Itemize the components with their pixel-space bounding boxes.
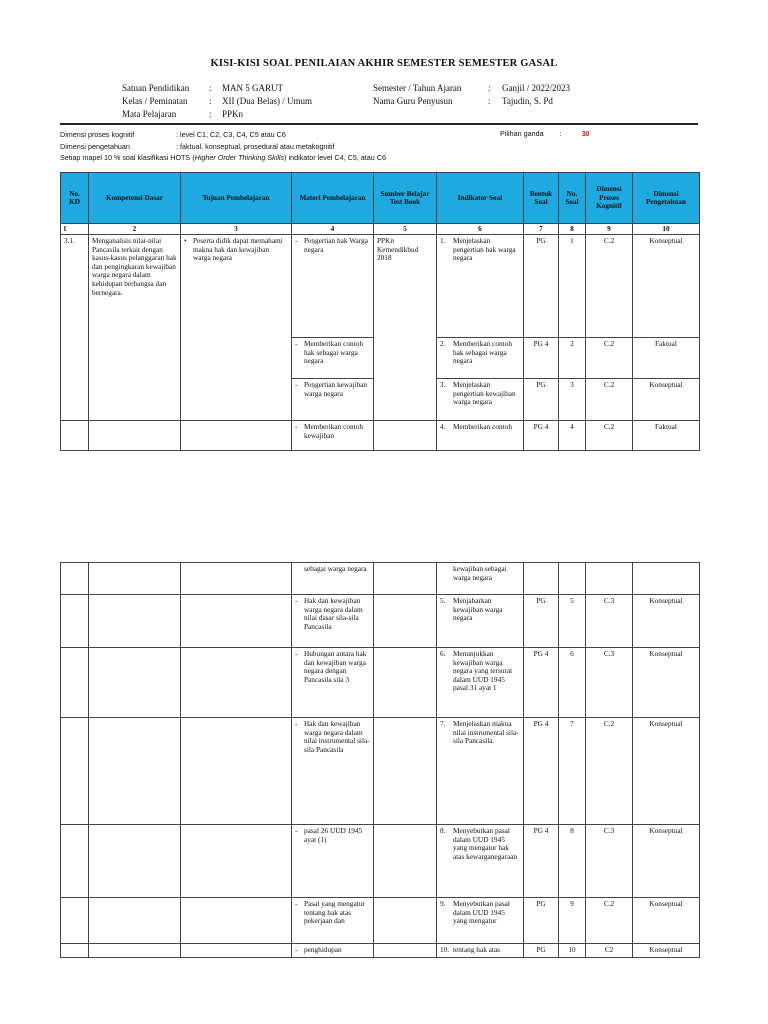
identity-labels-right — [373, 82, 461, 108]
column-number: 4 — [292, 224, 374, 235]
kisi-kisi-table-page-1 — [60, 172, 700, 451]
nomor-soal: 7 — [559, 718, 586, 825]
identity-label: Semester / Tahun Ajaran — [373, 83, 462, 93]
dim-process-label: Dimensi proses kognitif — [60, 130, 135, 139]
materi-pembelajaran: - Pasal yang mengatur tentang hak atas pekerjaan dan — [292, 898, 374, 944]
dimensi-pengetahuan: Konseptual — [633, 825, 700, 898]
dimensi-proses: C.2 — [586, 421, 633, 451]
header-cell: No. KD — [61, 173, 89, 224]
identity-label: Nama Guru Penyusun — [373, 96, 453, 106]
column-number-row — [61, 224, 700, 235]
table-row — [61, 235, 700, 338]
hots-note-italic: Higher Order Thinking Skills — [194, 153, 285, 162]
materi-pembelajaran: - Hak dan kewajiban warga negara dalam nilai dasar sila-sila Pancasila — [292, 595, 374, 648]
identity-value: XII (Dua Belas) / Umum — [222, 96, 312, 106]
nomor-soal: 10 — [559, 944, 586, 958]
identity-colons-left: : : : — [209, 83, 212, 119]
identity-value: MAN 5 GARUT — [222, 83, 284, 93]
table-row — [61, 338, 700, 379]
nomor-soal: 2 — [559, 338, 586, 379]
dimensi-pengetahuan: Konseptual — [633, 235, 700, 338]
sumber-belajar: PPKn Kemendikbud 2018 — [374, 235, 437, 338]
bentuk-soal: PG — [524, 595, 559, 648]
identity-value: Ganjil / 2022/2023 — [502, 83, 570, 93]
indikator-soal: kewajiban sebagai warga negara — [437, 563, 524, 595]
kisi-kisi-table-page-2 — [60, 562, 700, 958]
indikator-soal: 2. Memberikan contoh hak sebagai warga negara — [437, 338, 524, 379]
indikator-soal: 4. Memberikan contoh — [437, 421, 524, 451]
kd-number: 3.1. — [61, 235, 89, 338]
materi-pembelajaran: - Pengertian hak Warga negara — [292, 235, 374, 338]
bentuk-soal: PG 4 — [524, 338, 559, 379]
header-cell: Indikator Soal — [437, 173, 524, 224]
materi-pembelajaran: - penghidupan — [292, 944, 374, 958]
dimensi-pengetahuan: Konseptual — [633, 648, 700, 718]
table-row — [61, 944, 700, 958]
identity-label: Mata Pelajaran — [122, 109, 177, 119]
nomor-soal: 1 — [559, 235, 586, 338]
header-divider — [60, 123, 698, 125]
indikator-soal: 1. Menjelaskan pengertian hak warga negara — [437, 235, 524, 338]
dimensi-proses: C.3 — [586, 595, 633, 648]
bentuk-soal: PG — [524, 944, 559, 958]
indikator-soal: 8. Menyebutkan pasal dalam UUD 1945 yang mengatur hak atas kewarganegaraan — [437, 825, 524, 898]
dimensi-proses: C.2 — [586, 338, 633, 379]
table-row — [61, 563, 700, 595]
dimensi-pengetahuan: Faktual — [633, 421, 700, 451]
identity-label: Satuan Pendidikan — [122, 83, 190, 93]
materi-pembelajaran: - Hubungan antara hak dan kewajiban warga negara dengan Pancasila sila 3 — [292, 648, 374, 718]
materi-pembelajaran: - Hak dan kewajiban warga negara dalam nilai instrumental sila-sila Pancasila — [292, 718, 374, 825]
nomor-soal: 9 — [559, 898, 586, 944]
pilihan-ganda-value: 30 — [581, 129, 590, 138]
table-row — [61, 648, 700, 718]
table-row — [61, 898, 700, 944]
header-cell: Sumber Belajar Test Book — [374, 173, 437, 224]
materi-pembelajaran: - Memberikan contoh kewajiban — [292, 421, 374, 451]
document-title: KISI-KISI SOAL PENILAIAN AKHIR SEMESTER SEMESTER GASAL — [210, 58, 558, 69]
table-row — [61, 421, 700, 451]
header-cell: Dimensi Proses Kognitif — [586, 173, 633, 224]
header-cell: Tujuan Pembelajaran — [181, 173, 292, 224]
column-number: 7 — [524, 224, 559, 235]
nomor-soal: 3 — [559, 379, 586, 421]
header-cell: Dimensi Pengetahuan — [633, 173, 700, 224]
dimensi-proses: C2 — [586, 944, 633, 958]
column-number: 2 — [89, 224, 181, 235]
column-number: 3 — [181, 224, 292, 235]
table-header-row — [61, 173, 700, 224]
hots-note-post: ) indikator level C4, C5, atau C6 — [284, 153, 386, 162]
header-cell: Bentuk Soal — [524, 173, 559, 224]
nomor-soal: 5 — [559, 595, 586, 648]
indikator-soal: 5. Menjabarkan kewajiban warga negara — [437, 595, 524, 648]
dim-knowledge-label: Dimensi pengetahuan — [60, 141, 130, 151]
identity-label: Kelas / Peminatan — [122, 96, 188, 106]
dimensi-proses: C.2 — [586, 235, 633, 338]
column-number: 9 — [586, 224, 633, 235]
identity-labels-left — [122, 82, 189, 121]
column-number: 5 — [374, 224, 437, 235]
indikator-soal: 3. Menjelaskan pengertian kewajiban warga negara — [437, 379, 524, 421]
dimension-notes — [60, 129, 386, 164]
pilihan-ganda-label: Pilihan ganda — [500, 129, 544, 138]
dimensi-pengetahuan: Konseptual — [633, 595, 700, 648]
bentuk-soal: PG — [524, 235, 559, 338]
nomor-soal: 6 — [559, 648, 586, 718]
indikator-soal: 6. Menunjukkan kewajiban warga negara yang tersurat dalam UUD 1945 pasal 31 ayat 1 — [437, 648, 524, 718]
dimensi-pengetahuan: Konseptual — [633, 379, 700, 421]
dimensi-pengetahuan: Konseptual — [633, 944, 700, 958]
dimensi-proses: C.2 — [586, 718, 633, 825]
table-row — [61, 595, 700, 648]
dim-knowledge-value: : faktual, konseptual, prosedural atau metakognitif — [176, 141, 335, 151]
kompetensi-dasar: Menganalisis nilai-nilai Pancasila terkait dengan kasus-kasus pelanggaran hak dan pengingkaran kewajiban warga negara dalam kehidupan berbangsa dan bernegara. — [89, 235, 181, 338]
bentuk-soal: PG 4 — [524, 648, 559, 718]
dimensi-pengetahuan: Konseptual — [633, 898, 700, 944]
identity-values-left — [222, 82, 312, 121]
table-row — [61, 379, 700, 421]
dimensi-proses: C.2 — [586, 379, 633, 421]
bentuk-soal: PG 4 — [524, 718, 559, 825]
indikator-soal: 10. tentang hak atas — [437, 944, 524, 958]
column-number: 8 — [559, 224, 586, 235]
column-number: 1 — [61, 224, 89, 235]
header-cell: No. Soal — [559, 173, 586, 224]
indikator-soal: 7. Menjelaskan makna nilai instrumental sila-sila Pancasila. — [437, 718, 524, 825]
indikator-soal: 9. Menyebutkan pasal dalam UUD 1945 yang mengatur — [437, 898, 524, 944]
nomor-soal: 4 — [559, 421, 586, 451]
dimensi-pengetahuan: Konseptual — [633, 718, 700, 825]
materi-pembelajaran: - Memberikan contoh hak sebagai warga negara — [292, 338, 374, 379]
materi-pembelajaran: - Pengertian kewajiban warga negara — [292, 379, 374, 421]
tujuan-pembelajaran: • Peserta didik dapat memahami makna hak dan kewajiban warga negara — [181, 235, 292, 338]
materi-pembelajaran: sebagai warga negara — [292, 563, 374, 595]
bentuk-soal: PG 4 — [524, 421, 559, 451]
identity-value: PPKn — [222, 109, 244, 119]
bentuk-soal: PG 4 — [524, 825, 559, 898]
bentuk-soal: PG — [524, 379, 559, 421]
column-number: 10 — [633, 224, 700, 235]
dimensi-pengetahuan: Faktual — [633, 338, 700, 379]
dimensi-proses: C.3 — [586, 648, 633, 718]
dimensi-proses: C.3 — [586, 825, 633, 898]
header-cell: Kompetensi Dasar — [89, 173, 181, 224]
materi-pembelajaran: - pasal 26 UUD 1945 ayat (1) — [292, 825, 374, 898]
identity-value: Tajudin, S. Pd — [502, 96, 553, 106]
nomor-soal: 8 — [559, 825, 586, 898]
identity-colons-right: : : — [488, 83, 491, 106]
pilihan-ganda-count: Pilihan ganda : 30 — [500, 129, 590, 138]
header-cell: Materi Pembelajaran — [292, 173, 374, 224]
table-row — [61, 718, 700, 825]
hots-note-pre: Setiap mapel 10 % soal klasifikasi HOTS ( — [60, 153, 195, 162]
identity-values-right — [502, 82, 570, 108]
bentuk-soal: PG — [524, 898, 559, 944]
table-row — [61, 825, 700, 898]
dimensi-proses: C.2 — [586, 898, 633, 944]
dim-process-value: : level C1, C2, C3, C4, C5 atau C6 — [176, 130, 286, 139]
column-number: 6 — [437, 224, 524, 235]
